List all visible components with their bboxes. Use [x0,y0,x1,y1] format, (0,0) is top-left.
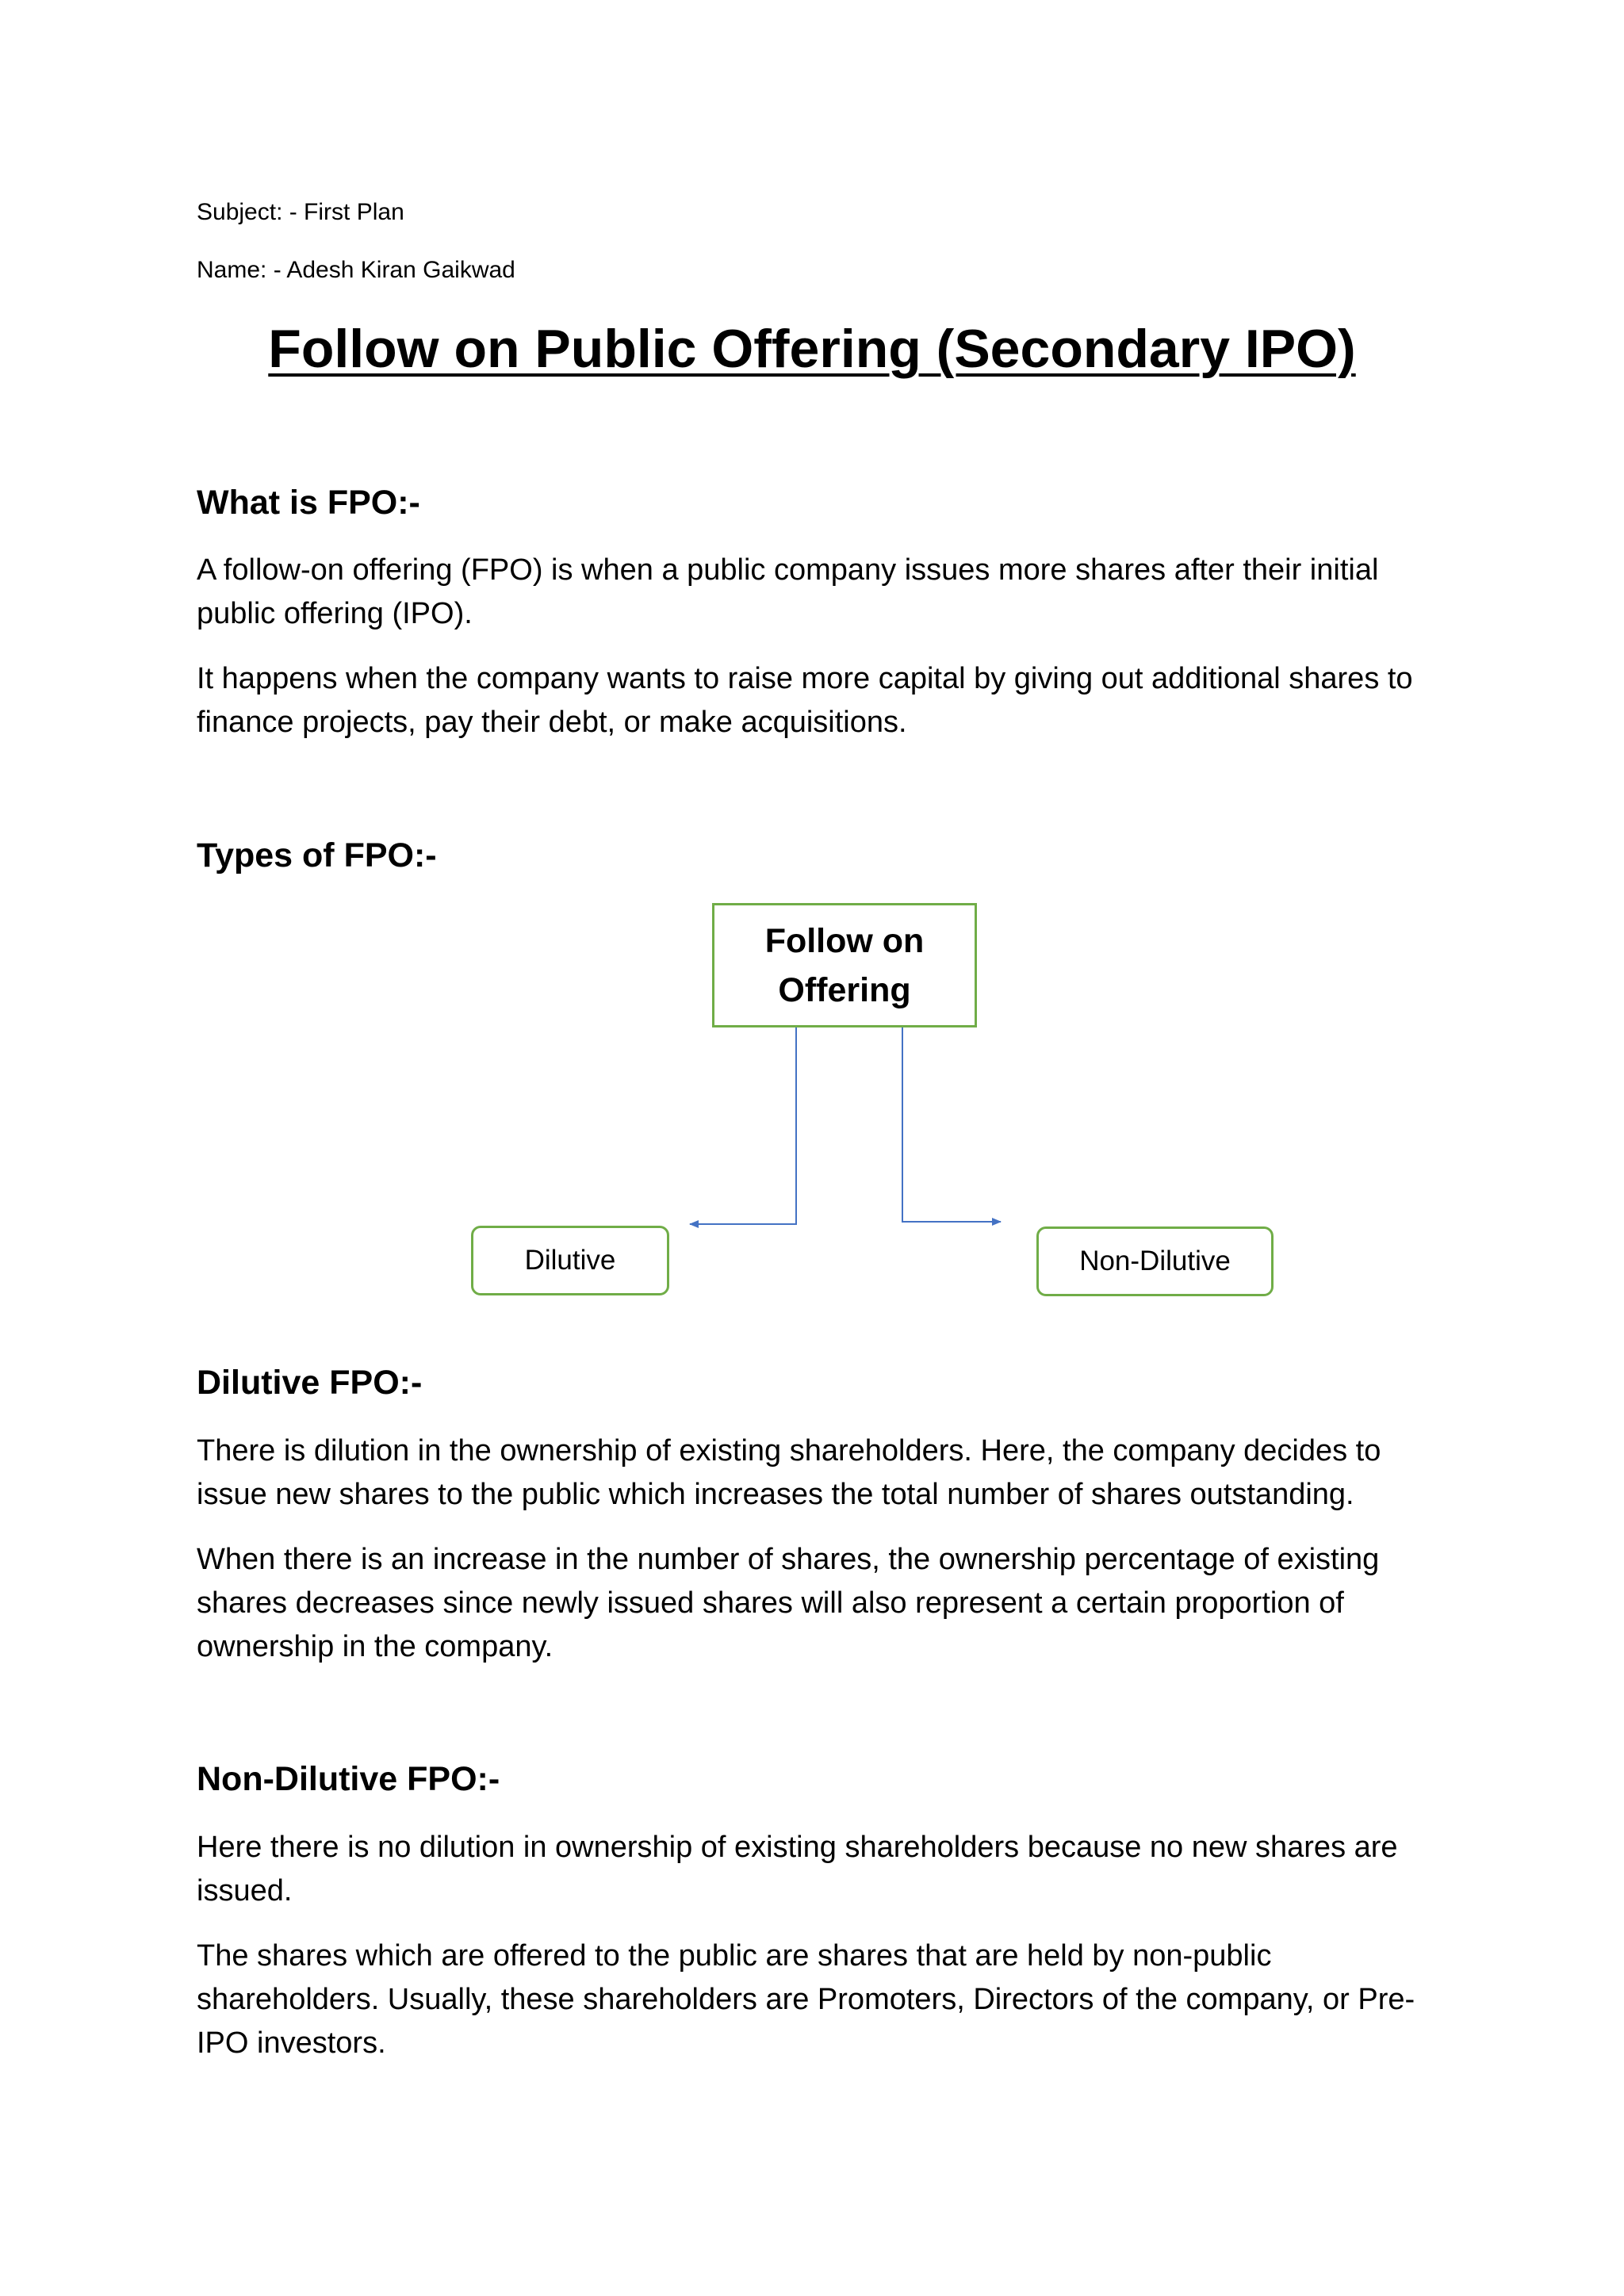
dilutive-fpo-paragraph-1: There is dilution in the ownership of existing shareholders. Here, the company decides to issue new shares to the public which increases the total number of shares outstanding. [197,1434,1381,1511]
non-dilutive-box: Non-Dilutive [1036,1226,1274,1296]
connector-to-non-dilutive [902,1027,1001,1222]
follow-on-offering-box: Follow on Offering [712,903,977,1027]
dilutive-fpo-heading: Dilutive FPO:- [197,1364,423,1402]
what-is-fpo-heading: What is FPO:- [197,484,420,522]
dilutive-box: Dilutive [471,1226,669,1295]
what-is-fpo-paragraph-1: A follow-on offering (FPO) is when a public company issues more shares after their initial public offering (IPO). [197,553,1379,630]
document-title: Follow on Public Offering (Secondary IPO) [268,319,1356,379]
dilutive-fpo-paragraph-2: When there is an increase in the number of shares, the ownership percentage of existing shares decreases since newly issued shares will also represent a certain proportion of ownership in the company. [197,1543,1380,1663]
what-is-fpo-paragraph-2: It happens when the company wants to raise more capital by giving out additional shares to finance projects, pay their debt, or make acquisitions. [197,662,1413,739]
types-of-fpo-heading: Types of FPO:- [197,836,437,874]
subject-line: Subject: - First Plan [197,199,404,225]
author-name: Name: - Adesh Kiran Gaikwad [197,257,515,283]
non-dilutive-fpo-paragraph-1: Here there is no dilution in ownership of existing shareholders because no new shares are issued. [197,1831,1398,1908]
non-dilutive-fpo-paragraph-2: The shares which are offered to the public are shares that are held by non-public shareholders. Usually, these shareholders are Promoters, Directors of the company, or Pre-IPO investors. [197,1939,1415,2060]
non-dilutive-fpo-heading: Non-Dilutive FPO:- [197,1760,500,1798]
connector-to-dilutive [690,1027,796,1224]
